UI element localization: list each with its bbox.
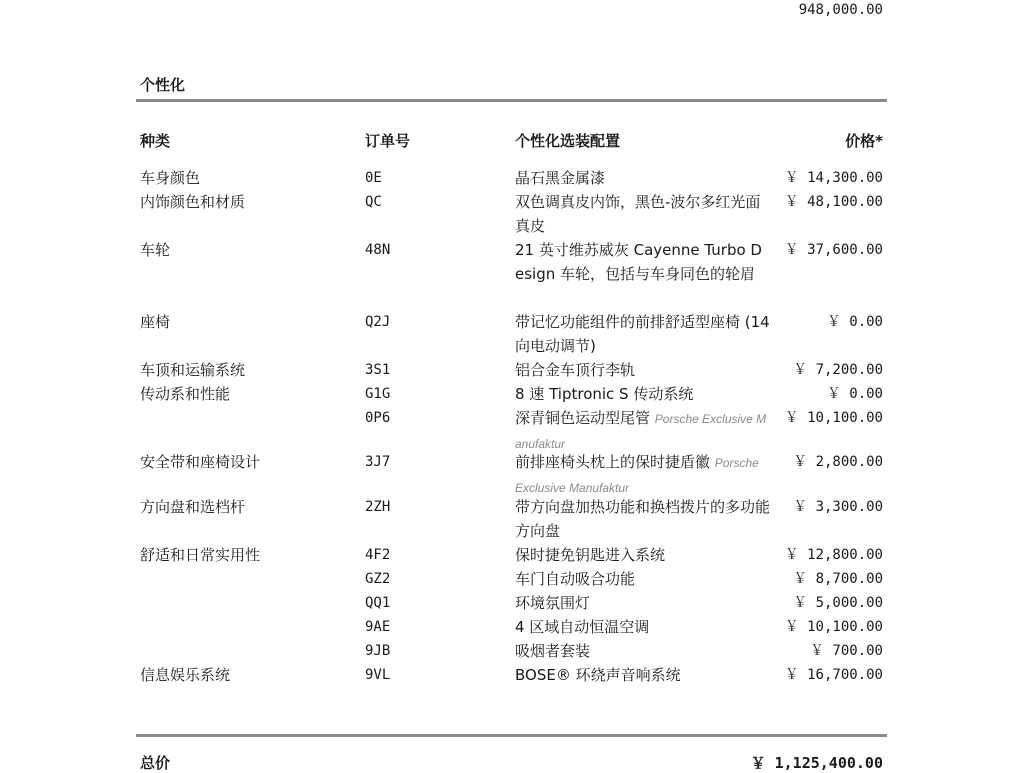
row-price: ￥ 3,300.00 bbox=[793, 499, 883, 515]
row-category: 车轮 bbox=[140, 241, 171, 259]
table-row bbox=[0, 310, 1024, 358]
table-row bbox=[0, 406, 1024, 450]
row-order-number: 9VL bbox=[365, 667, 391, 683]
row-option-text: 21 英寸维苏威灰 Cayenne Turbo Design 车轮，包括与车身同色的轮眉 bbox=[515, 241, 762, 283]
row-order-number: 4F2 bbox=[365, 547, 391, 563]
row-option-text: 4 区域自动恒温空调 bbox=[515, 618, 650, 636]
header-price: 价格* bbox=[845, 132, 883, 150]
row-category: 传动系和性能 bbox=[140, 385, 231, 403]
row-category: 车顶和运输系统 bbox=[140, 361, 246, 379]
row-option bbox=[515, 543, 770, 567]
row-category: 内饰颜色和材质 bbox=[140, 193, 246, 211]
row-option-text: 环境氛围灯 bbox=[515, 594, 591, 612]
row-price: ￥ 700.00 bbox=[809, 643, 883, 659]
row-option bbox=[515, 406, 770, 456]
table-row bbox=[0, 615, 1024, 639]
row-order-number: 0P6 bbox=[365, 410, 391, 426]
header-option: 个性化选装配置 bbox=[515, 132, 621, 150]
base-price: 948,000.00 bbox=[798, 2, 883, 18]
table-row bbox=[0, 567, 1024, 591]
row-option bbox=[515, 591, 770, 615]
row-option-text: 深青铜色运动型尾管 bbox=[515, 409, 651, 427]
row-option bbox=[515, 615, 770, 639]
row-order-number: GZ2 bbox=[365, 571, 391, 587]
total-label: 总价 bbox=[140, 754, 171, 772]
row-category: 车身颜色 bbox=[140, 169, 201, 187]
row-option bbox=[515, 382, 770, 406]
divider-top bbox=[136, 99, 887, 102]
row-price: ￥ 14,300.00 bbox=[784, 170, 883, 186]
row-option-text: 8 速 Tiptronic S 传动系统 bbox=[515, 385, 694, 403]
row-option-text: 晶石黑金属漆 bbox=[515, 169, 606, 187]
row-option bbox=[515, 190, 770, 238]
row-price: ￥ 10,100.00 bbox=[784, 619, 883, 635]
table-row bbox=[0, 663, 1024, 687]
row-option bbox=[515, 166, 770, 190]
row-order-number: G1G bbox=[365, 386, 391, 402]
row-price: ￥ 48,100.00 bbox=[784, 194, 883, 210]
row-order-number: 3J7 bbox=[365, 454, 391, 470]
total-price: ￥ 1,125,400.00 bbox=[750, 754, 883, 772]
row-price: ￥ 5,000.00 bbox=[793, 595, 883, 611]
row-option bbox=[515, 567, 770, 591]
row-option-text: BOSE® 环绕声音响系统 bbox=[515, 666, 681, 684]
row-option bbox=[515, 495, 770, 543]
row-price: ￥ 0.00 bbox=[826, 386, 883, 402]
row-option bbox=[515, 238, 770, 286]
row-option bbox=[515, 358, 770, 382]
header-category: 种类 bbox=[140, 132, 171, 150]
row-option-note: Porsche Exclusive Manufaktur bbox=[515, 456, 759, 495]
row-order-number: 0E bbox=[365, 170, 382, 186]
row-option bbox=[515, 450, 770, 500]
table-row bbox=[0, 639, 1024, 663]
row-price: ￥ 2,800.00 bbox=[793, 454, 883, 470]
table-row bbox=[0, 190, 1024, 238]
row-option-note: Porsche Exclusive Manufaktur bbox=[515, 412, 767, 451]
row-category: 舒适和日常实用性 bbox=[140, 546, 261, 564]
row-order-number: QQ1 bbox=[365, 595, 391, 611]
section-title: 个性化 bbox=[140, 76, 186, 94]
row-option bbox=[515, 639, 770, 663]
row-price: ￥ 8,700.00 bbox=[793, 571, 883, 587]
row-option-text: 前排座椅头枕上的保时捷盾徽 bbox=[515, 453, 711, 471]
table-row bbox=[0, 495, 1024, 543]
table-row bbox=[0, 382, 1024, 406]
row-option-text: 车门自动吸合功能 bbox=[515, 570, 636, 588]
table-row bbox=[0, 358, 1024, 382]
row-option-text: 铝合金车顶行李轨 bbox=[515, 361, 636, 379]
row-category: 座椅 bbox=[140, 313, 171, 331]
row-order-number: QC bbox=[365, 194, 382, 210]
row-order-number: 48N bbox=[365, 242, 391, 258]
table-header bbox=[0, 130, 1024, 152]
divider-bottom bbox=[136, 734, 887, 737]
table-row bbox=[0, 543, 1024, 567]
row-order-number: Q2J bbox=[365, 314, 391, 330]
row-price: ￥ 16,700.00 bbox=[784, 667, 883, 683]
row-option-text: 带方向盘加热功能和换档拨片的多功能方向盘 bbox=[515, 498, 771, 540]
row-price: ￥ 37,600.00 bbox=[784, 242, 883, 258]
row-price: ￥ 10,100.00 bbox=[784, 410, 883, 426]
options-table bbox=[0, 166, 1024, 687]
row-order-number: 9AE bbox=[365, 619, 391, 635]
row-price: ￥ 7,200.00 bbox=[793, 362, 883, 378]
row-category: 安全带和座椅设计 bbox=[140, 453, 261, 471]
table-row bbox=[0, 238, 1024, 310]
row-option-text: 吸烟者套装 bbox=[515, 642, 591, 660]
row-option bbox=[515, 310, 770, 358]
row-price: ￥ 0.00 bbox=[826, 314, 883, 330]
row-option-text: 带记忆功能组件的前排舒适型座椅 (14 向电动调节) bbox=[515, 313, 770, 355]
row-order-number: 3S1 bbox=[365, 362, 391, 378]
row-price: ￥ 12,800.00 bbox=[784, 547, 883, 563]
row-category: 信息娱乐系统 bbox=[140, 666, 231, 684]
row-option-text: 双色调真皮内饰，黑色-波尔多红光面真皮 bbox=[515, 193, 761, 235]
row-option bbox=[515, 663, 770, 687]
header-order-number: 订单号 bbox=[365, 132, 411, 150]
row-category: 方向盘和选档杆 bbox=[140, 498, 246, 516]
table-row bbox=[0, 450, 1024, 495]
row-order-number: 2ZH bbox=[365, 499, 391, 515]
row-order-number: 9JB bbox=[365, 643, 391, 659]
table-row bbox=[0, 166, 1024, 190]
table-row bbox=[0, 591, 1024, 615]
row-option-text: 保时捷免钥匙进入系统 bbox=[515, 546, 666, 564]
